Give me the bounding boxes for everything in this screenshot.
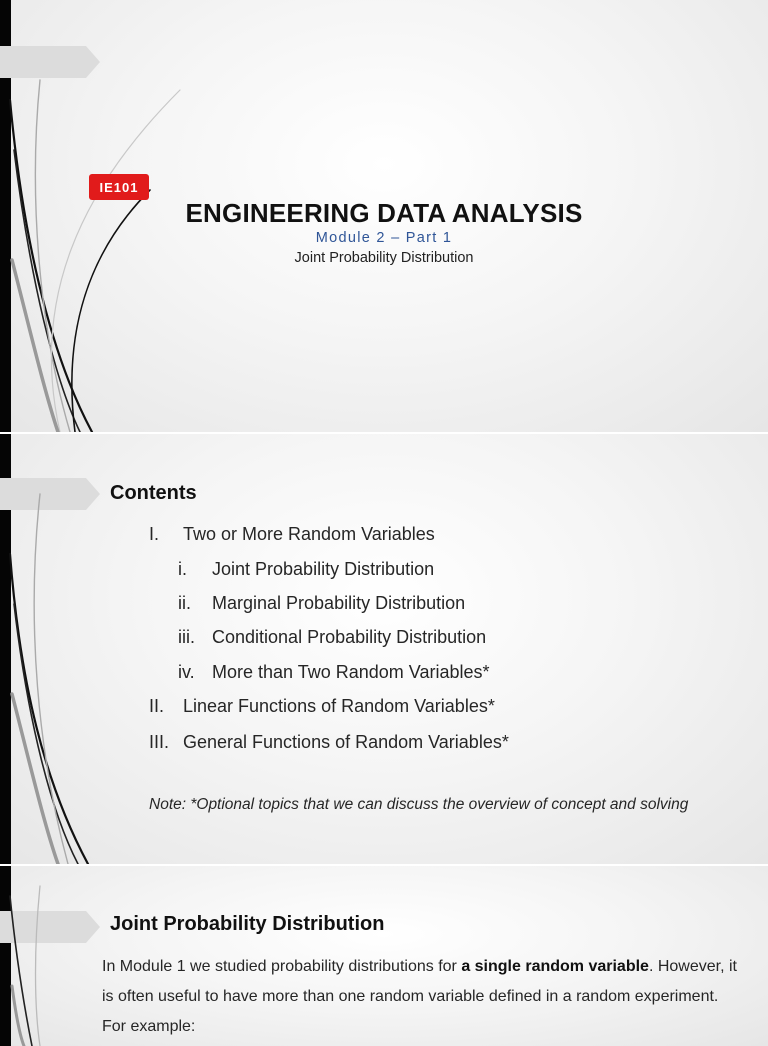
toc-number: I. <box>149 524 160 544</box>
toc-label: Conditional Probability Distribution <box>212 627 487 647</box>
contents-slide <box>0 434 768 864</box>
paragraph-text: . However, it is often useful to have more than one random variable defined in a random experiment. For example: <box>102 958 737 1035</box>
toc-subitem <box>178 662 489 683</box>
toc-subitem <box>178 559 434 580</box>
toc-number: II. <box>149 696 165 716</box>
toc-label: Joint Probability Distribution <box>212 559 435 579</box>
toc-subitem <box>178 627 486 648</box>
optional-topics-note: Note: *Optional topics that we can discuss the overview of concept and solving <box>149 796 689 813</box>
toc-item <box>149 696 495 717</box>
toc-number: iii. <box>178 627 195 647</box>
title-slide <box>0 0 768 432</box>
toc-number: iv. <box>178 662 195 682</box>
toc-number: III. <box>149 732 170 752</box>
toc-item <box>149 732 509 753</box>
presentation-title: ENGINEERING DATA ANALYSIS <box>185 198 583 228</box>
intro-paragraph <box>102 952 742 1042</box>
section-heading: Joint Probability Distribution <box>110 913 385 935</box>
toc-label: Marginal Probability Distribution <box>212 593 466 613</box>
toc-number: i. <box>178 559 187 579</box>
toc-number: ii. <box>178 593 191 613</box>
toc-subitem <box>178 593 465 614</box>
toc-label: Linear Functions of Random Variables* <box>183 696 495 716</box>
toc-item <box>149 524 435 545</box>
module-subtitle: Module 2 – Part 1 <box>315 230 453 246</box>
course-code-badge: IE101 <box>89 174 149 200</box>
contents-heading: Contents <box>110 482 197 504</box>
toc-label: Two or More Random Variables <box>183 524 435 544</box>
topic-subtitle: Joint Probability Distribution <box>294 250 474 266</box>
paragraph-text: In Module 1 we studied probability distributions for <box>102 958 462 975</box>
paragraph-emphasis: a single random variable <box>461 958 649 975</box>
joint-probability-slide <box>0 866 768 1046</box>
toc-label: More than Two Random Variables* <box>212 662 490 682</box>
toc-label: General Functions of Random Variables* <box>183 732 509 752</box>
